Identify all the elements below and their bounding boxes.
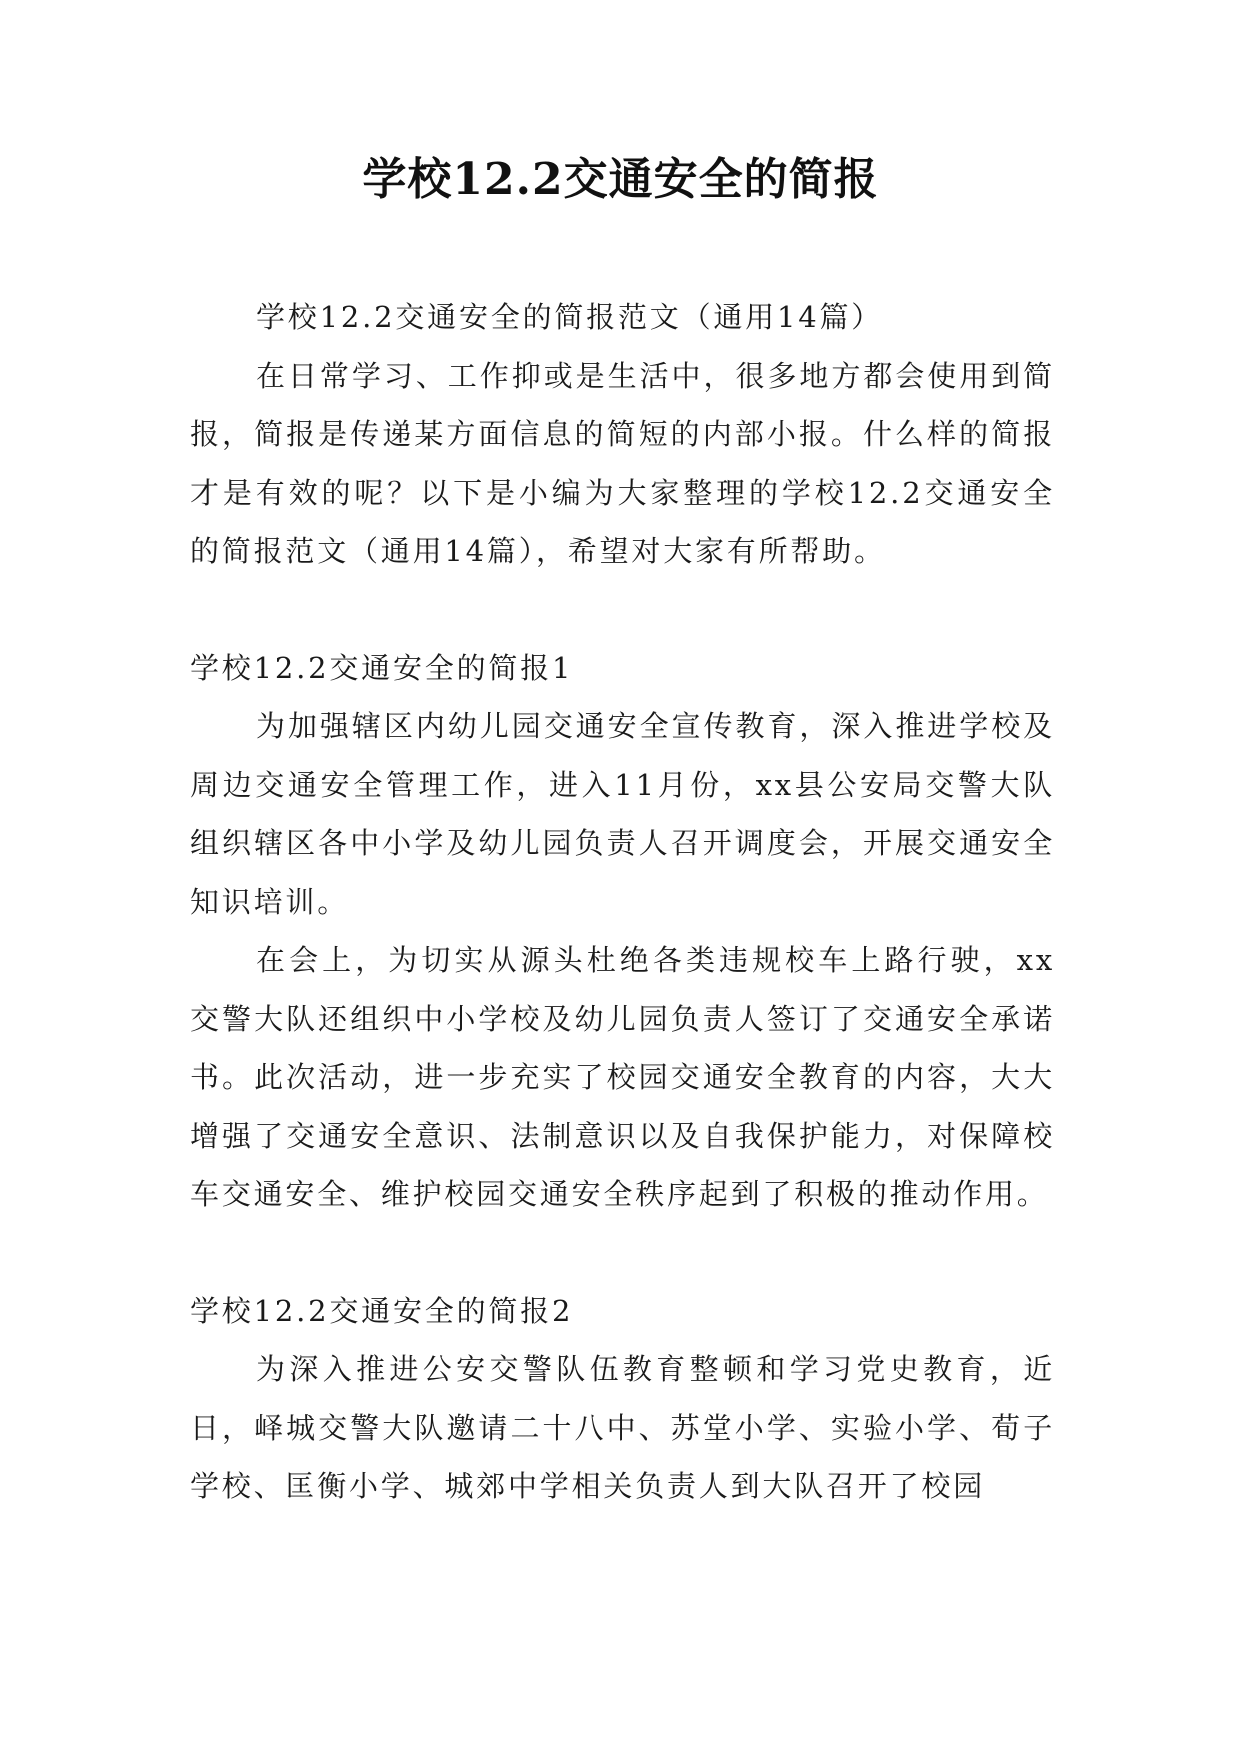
section-paragraph: 在会上，为切实从源头杜绝各类违规校车上路行驶，xx交警大队还组织中小学校及幼儿园负责人签订了交通安全承诺书。此次活动，进一步充实了校园交通安全教育的内容，大大增强了交通安全意识、法制意识以及自我保护能力，对保障校车交通安全、维护校园交通安全秩序起到了积极的推动作用。 <box>190 943 1055 1211</box>
section-paragraph: 为深入推进公安交警队伍教育整顿和学习党史教育，近日，峄城交警大队邀请二十八中、苏堂小学、实验小学、荀子学校、匡衡小学、城郊中学相关负责人到大队召开了校园 <box>190 1352 1055 1503</box>
section-spacer <box>190 1224 1055 1282</box>
section-heading: 学校12.2交通安全的简报2 <box>190 1293 574 1328</box>
section-spacer <box>190 581 1055 639</box>
section-paragraph: 为加强辖区内幼儿园交通安全宣传教育，深入推进学校及周边交通安全管理工作，进入11月份，xx县公安局交警大队组织辖区各中小学及幼儿园负责人召开调度会，开展交通安全知识培训。 <box>190 709 1055 919</box>
intro-paragraph: 在日常学习、工作抑或是生活中，很多地方都会使用到简报，简报是传递某方面信息的简短的内部小报。什么样的简报才是有效的呢？以下是小编为大家整理的学校12.2交通安全的简报范文（通用14篇），希望对大家有所帮助。 <box>190 358 1055 568</box>
document-title: 学校12.2交通安全的简报 <box>362 154 879 205</box>
section-heading: 学校12.2交通安全的简报1 <box>190 650 574 685</box>
document-subtitle: 学校12.2交通安全的简报范文（通用14篇） <box>256 300 884 334</box>
document-body <box>190 288 1055 1516</box>
